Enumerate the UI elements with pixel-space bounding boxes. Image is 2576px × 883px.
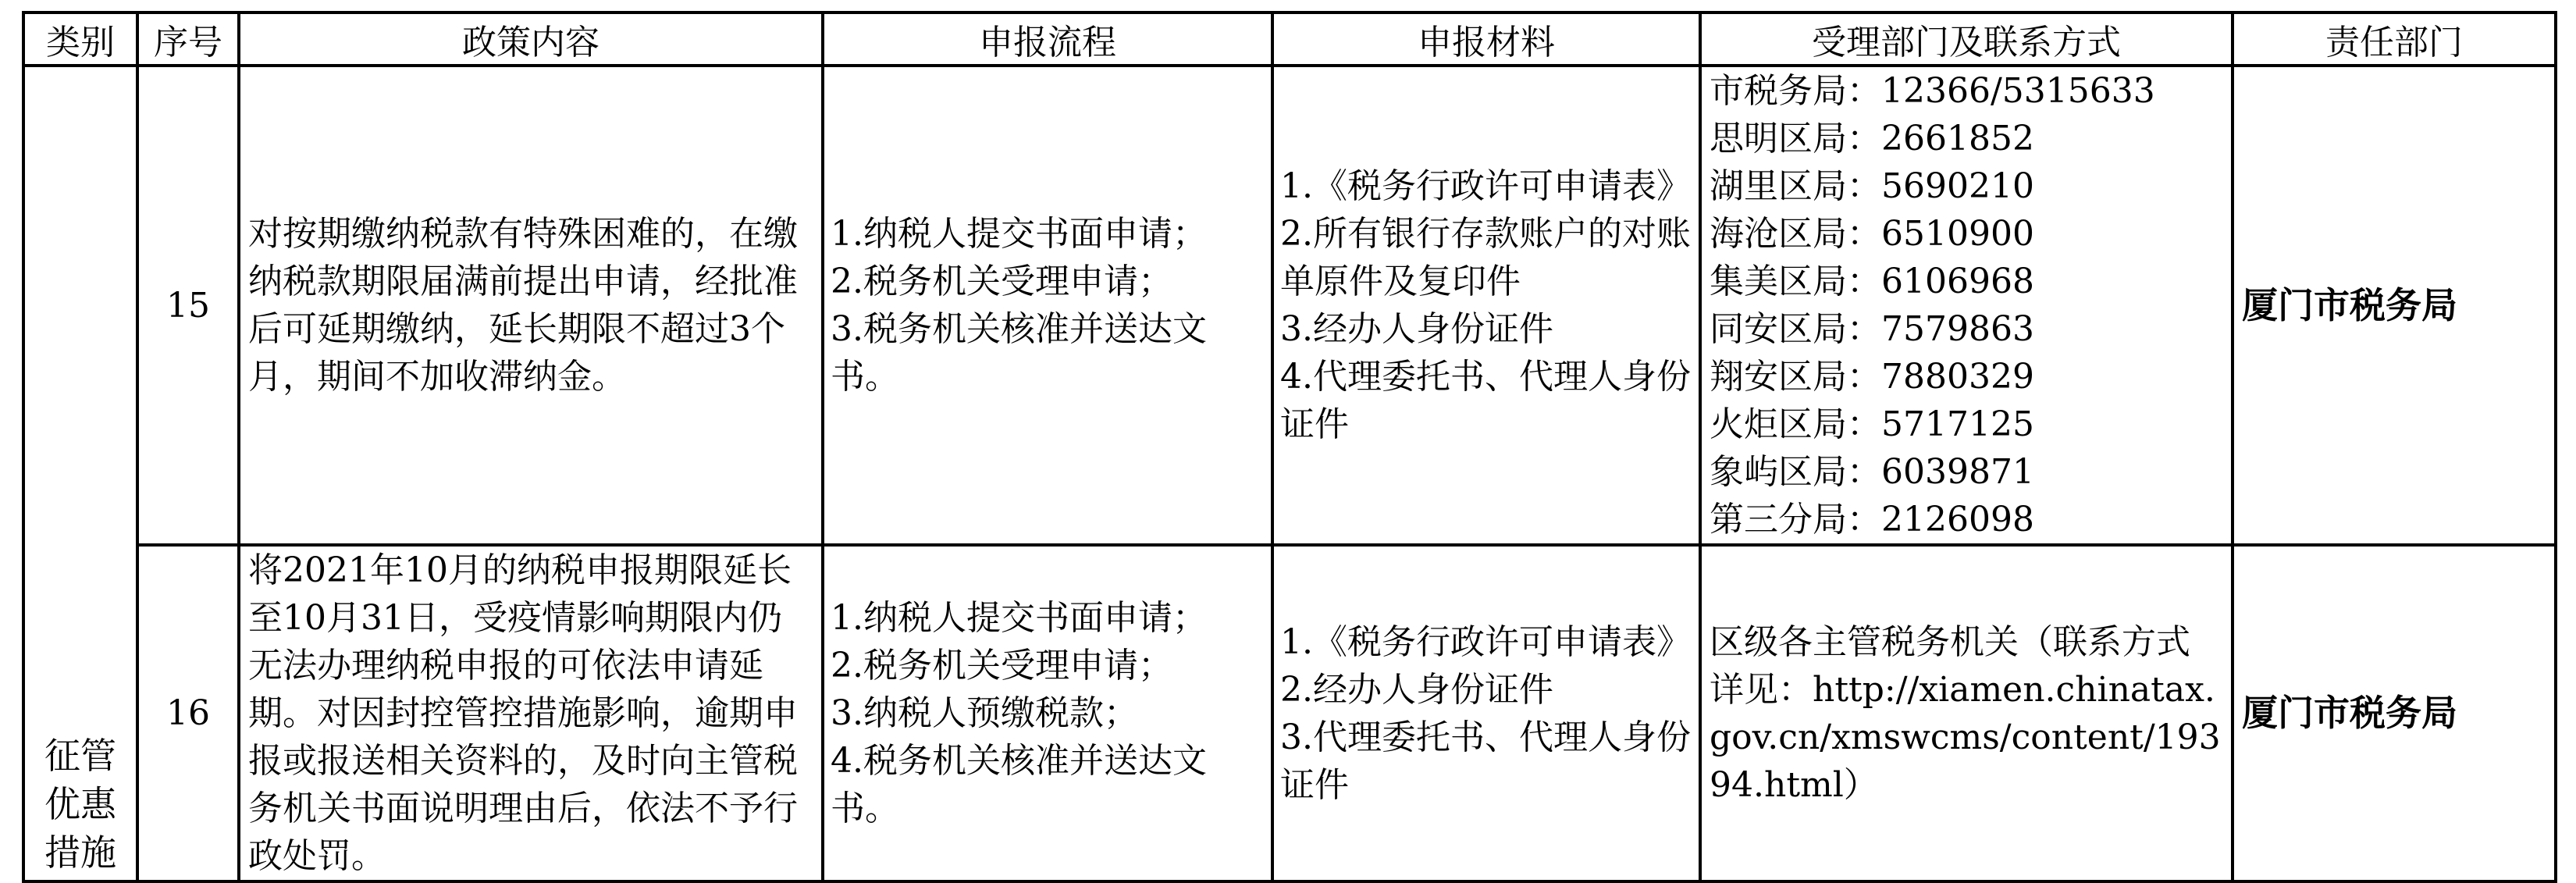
contact-line: 第三分局：2126098	[1710, 500, 2034, 539]
table-row	[23, 66, 2556, 545]
header-materials: 申报材料	[1272, 12, 1700, 66]
header-department: 责任部门	[2233, 12, 2556, 66]
contact-line: 海沧区局：6510900	[1710, 214, 2034, 254]
contact-line: 翔安区局：7880329	[1710, 357, 2034, 397]
row-number: 15	[137, 66, 239, 545]
process-step: 2.税务机关受理申请；	[831, 262, 1172, 301]
process-step: 3.纳税人预缴税款；	[831, 693, 1138, 733]
process-cell	[823, 545, 1272, 881]
material-item: 4.代理委托书、代理人身份证件	[1280, 357, 1691, 444]
process-step: 1.纳税人提交书面申请；	[831, 598, 1207, 638]
table-row	[23, 545, 2556, 881]
header-number: 序号	[137, 12, 239, 66]
policy-table	[22, 11, 2557, 883]
header-policy: 政策内容	[239, 12, 823, 66]
contact-line: 集美区局：6106968	[1710, 262, 2034, 301]
contact-line: 湖里区局：5690210	[1710, 166, 2034, 206]
process-step: 4.税务机关核准并送达文书。	[831, 741, 1207, 828]
process-step: 1.纳税人提交书面申请；	[831, 214, 1207, 254]
department-cell: 厦门市税务局	[2233, 545, 2556, 881]
contact-line: 思明区局：2661852	[1710, 119, 2034, 158]
material-item: 3.代理委托书、代理人身份证件	[1280, 717, 1691, 805]
header-row	[23, 12, 2556, 66]
contacts-cell	[1700, 66, 2233, 545]
category-cell	[23, 66, 137, 881]
header-process: 申报流程	[823, 12, 1272, 66]
contact-line: 同安区局：7579863	[1710, 309, 2034, 349]
process-cell	[823, 66, 1272, 545]
materials-cell	[1272, 545, 1700, 881]
process-step: 3.税务机关核准并送达文书。	[831, 309, 1207, 397]
contacts-cell	[1700, 545, 2233, 881]
contact-line: 市税务局：12366/5315633	[1710, 71, 2155, 111]
policy-cell: 对按期缴纳税款有特殊困难的，在缴纳税款期限届满前提出申请，经批准后可延期缴纳，延长期限不超过3个月，期间不加收滞纳金。	[239, 66, 823, 545]
material-item: 2.所有银行存款账户的对账单原件及复印件	[1280, 214, 1691, 301]
process-step: 2.税务机关受理申请；	[831, 646, 1172, 685]
material-item: 1.《税务行政许可申请表》	[1280, 621, 1691, 662]
material-item: 1.《税务行政许可申请表》	[1280, 166, 1691, 206]
department-cell: 厦门市税务局	[2233, 66, 2556, 545]
contact-line: 象屿区局：6039871	[1710, 452, 2034, 492]
header-category: 类别	[23, 12, 137, 66]
header-contacts: 受理部门及联系方式	[1700, 12, 2233, 66]
material-item: 2.经办人身份证件	[1280, 669, 1553, 710]
policy-cell: 将2021年10月的纳税申报期限延长至10月31日，受疫情影响期限内仍无法办理纳税申报的可依法申请延期。对因封控管控措施影响，逾期申报或报送相关资料的，及时向主管税务机关书面说明理由后，依法不予行政处罚。	[239, 545, 823, 881]
contact-line: 区级各主管税务机关（联系方式详见：http://xiamen.chinatax.gov.cn/xmswcms/content/19394.html）	[1710, 621, 2221, 805]
row-number: 16	[137, 545, 239, 881]
material-item: 3.经办人身份证件	[1280, 309, 1553, 349]
materials-cell	[1272, 66, 1700, 545]
contact-line: 火炬区局：5717125	[1710, 404, 2034, 444]
category-label: 征管优惠措施	[44, 735, 116, 874]
